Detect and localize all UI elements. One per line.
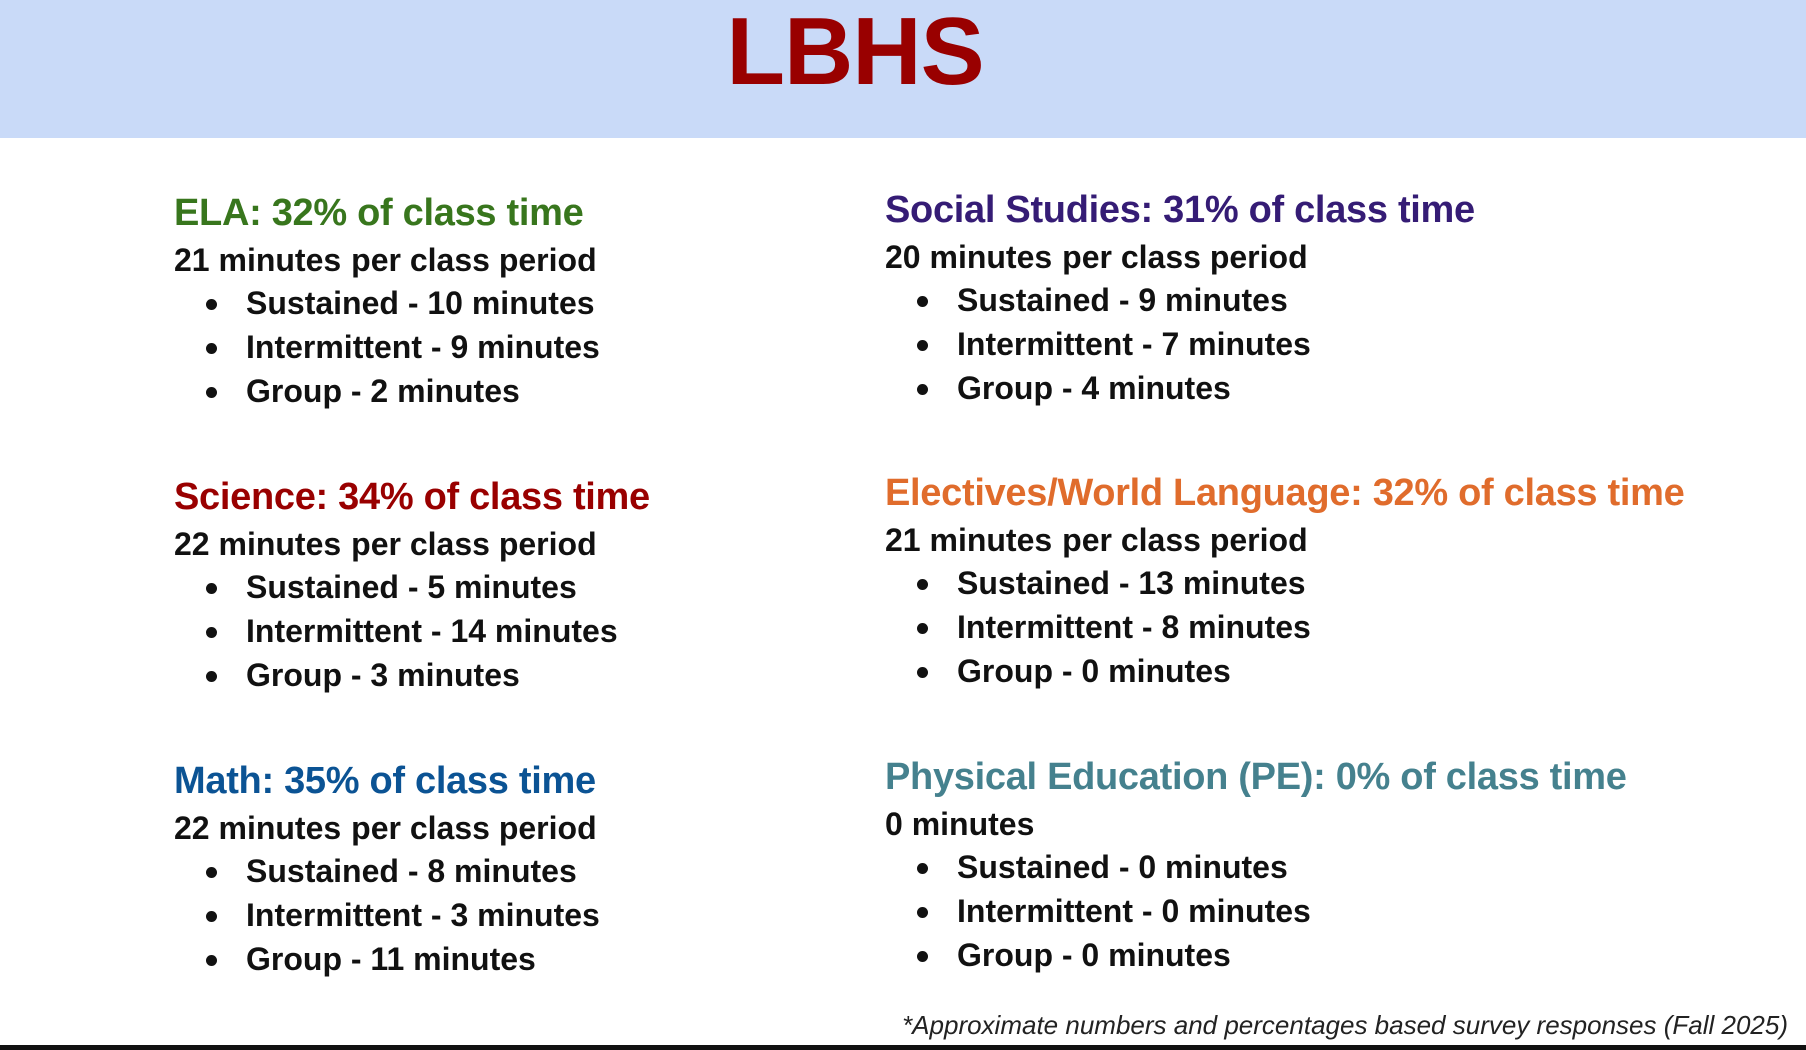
bullet-icon (206, 955, 217, 966)
bullet-icon (917, 907, 928, 918)
list-item: Group - 0 minutes (885, 649, 1684, 693)
minutes-suffix: per class period (1062, 239, 1308, 275)
bullet-icon (206, 387, 217, 398)
minutes-line (885, 236, 1475, 278)
subject-title: Physical Education (PE): 0% of class time (885, 756, 1627, 798)
subject-block-ela (174, 190, 600, 413)
list-item: Intermittent - 3 minutes (174, 893, 600, 937)
list-item: Group - 0 minutes (885, 933, 1627, 977)
subject-block-social-studies (885, 187, 1475, 410)
breakdown-list (885, 278, 1475, 410)
list-item: Intermittent - 8 minutes (885, 605, 1684, 649)
subject-title: ELA: 32% of class time (174, 192, 584, 234)
list-item: Sustained - 5 minutes (174, 565, 650, 609)
bullet-icon (917, 623, 928, 634)
minutes-suffix: per class period (351, 526, 597, 562)
list-item: Sustained - 10 minutes (174, 281, 600, 325)
bullet-icon (917, 579, 928, 590)
subject-block-science (174, 474, 650, 697)
list-item: Group - 4 minutes (885, 366, 1475, 410)
list-item: Intermittent - 7 minutes (885, 322, 1475, 366)
minutes-line (174, 807, 600, 849)
bottom-divider (0, 1045, 1806, 1050)
page-title: LBHS (726, 0, 984, 105)
subject-title: Electives/World Language: 32% of class time (885, 472, 1685, 514)
minutes-suffix: per class period (1062, 522, 1308, 558)
bullet-icon (206, 583, 217, 594)
list-item: Sustained - 8 minutes (174, 849, 600, 893)
minutes-suffix: per class period (351, 242, 597, 278)
bullet-icon (917, 340, 928, 351)
bullet-icon (917, 863, 928, 874)
footnote: *Approximate numbers and percentages based survey responses (Fall 2025) (902, 1010, 1788, 1040)
breakdown-list (174, 565, 650, 697)
bullet-icon (206, 911, 217, 922)
minutes-value: 0 minutes (885, 806, 1035, 842)
bullet-icon (917, 951, 928, 962)
subject-block-pe (885, 754, 1627, 977)
list-item: Group - 2 minutes (174, 369, 600, 413)
subject-title: Science: 34% of class time (174, 476, 650, 518)
minutes-suffix: per class period (351, 810, 597, 846)
subject-title: Social Studies: 31% of class time (885, 189, 1475, 231)
subject-title: Math: 35% of class time (174, 760, 596, 802)
minutes-value: 22 minutes (174, 810, 342, 846)
minutes-value: 21 minutes (885, 522, 1053, 558)
minutes-line (885, 519, 1684, 561)
bullet-icon (917, 384, 928, 395)
minutes-line (174, 239, 600, 281)
list-item: Group - 11 minutes (174, 937, 600, 981)
minutes-line (174, 523, 650, 565)
list-item: Sustained - 13 minutes (885, 561, 1684, 605)
breakdown-list (885, 845, 1627, 977)
list-item: Intermittent - 9 minutes (174, 325, 600, 369)
bullet-icon (206, 343, 217, 354)
bullet-icon (206, 299, 217, 310)
bullet-icon (206, 671, 217, 682)
subject-block-math (174, 758, 600, 981)
bullet-icon (206, 627, 217, 638)
minutes-value: 21 minutes (174, 242, 342, 278)
bullet-icon (917, 667, 928, 678)
minutes-value: 20 minutes (885, 239, 1053, 275)
list-item: Intermittent - 14 minutes (174, 609, 650, 653)
subject-block-electives (885, 470, 1684, 693)
list-item: Sustained - 9 minutes (885, 278, 1475, 322)
list-item: Intermittent - 0 minutes (885, 889, 1627, 933)
minutes-line (885, 803, 1627, 845)
list-item: Group - 3 minutes (174, 653, 650, 697)
minutes-value: 22 minutes (174, 526, 342, 562)
breakdown-list (885, 561, 1684, 693)
breakdown-list (174, 849, 600, 981)
breakdown-list (174, 281, 600, 413)
list-item: Sustained - 0 minutes (885, 845, 1627, 889)
header-banner (0, 0, 1806, 138)
bullet-icon (206, 867, 217, 878)
bullet-icon (917, 296, 928, 307)
